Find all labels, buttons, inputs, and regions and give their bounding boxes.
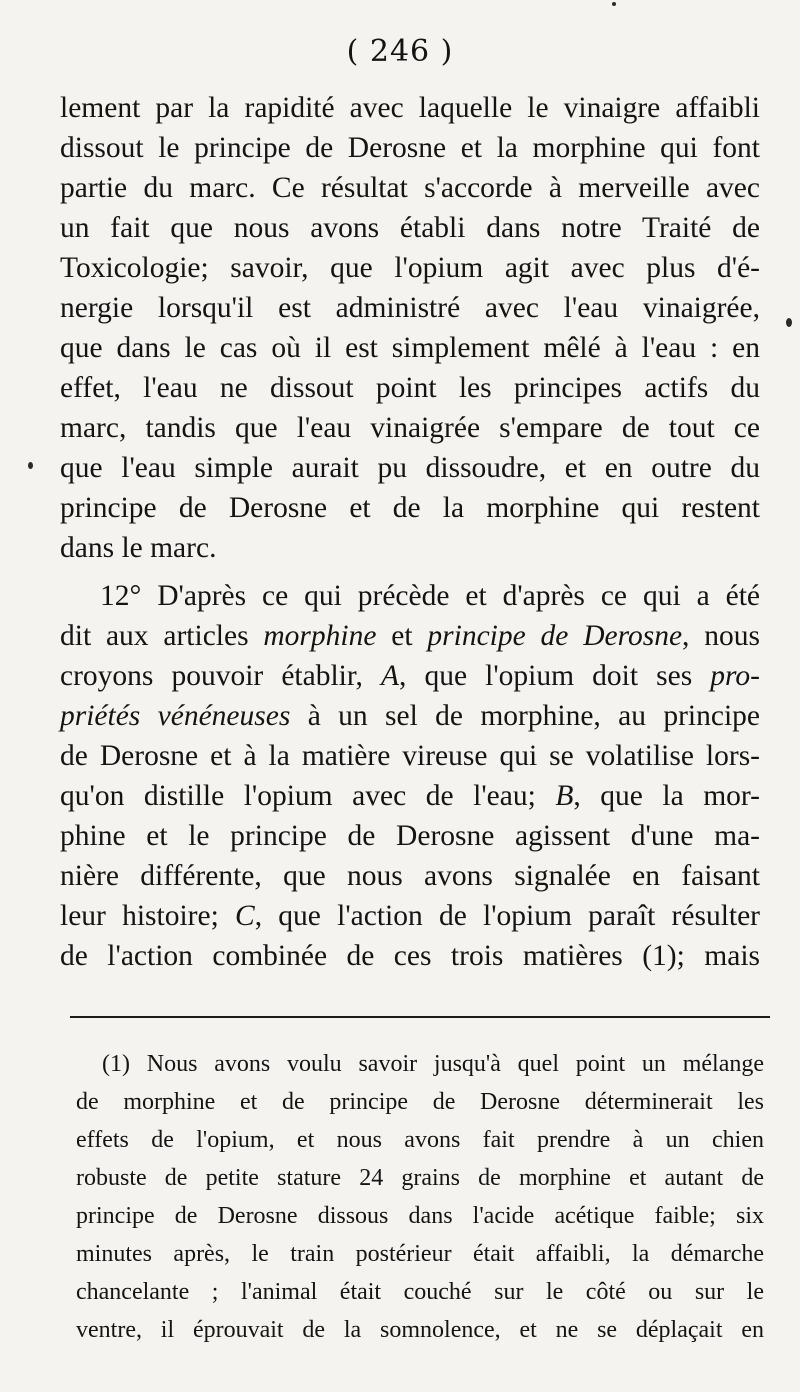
text-line: de l'action combinée de ces trois matières (1); mais xyxy=(60,940,760,972)
italic-term: B xyxy=(555,780,574,812)
footnote-line: chancelante ; l'animal était couché sur le côté ou sur le xyxy=(76,1279,764,1305)
text-line: effet, l'eau ne dissout point les principes actifs du xyxy=(60,372,760,404)
footnote-line: robuste de petite stature 24 grains de morphine et autant de xyxy=(76,1165,764,1191)
italic-term: priétés vénéneuses xyxy=(60,700,291,732)
text-line xyxy=(60,776,760,816)
text-run: , que la mor- xyxy=(573,780,760,812)
text-line: phine et le principe de Derosne agissent d'une ma- xyxy=(60,820,760,852)
footnote-line: effets de l'opium, et nous avons fait prendre à un chien xyxy=(76,1127,764,1153)
italic-term: principe de Derosne xyxy=(427,620,683,652)
text-run: et xyxy=(376,620,428,652)
text-line: que dans le cas où il est simplement mêlé à l'eau : en xyxy=(60,332,760,364)
text-line: dans le marc. xyxy=(60,532,217,564)
text-run: , que l'action de l'opium paraît résulter xyxy=(254,900,761,932)
text-line: dissout le principe de Derosne et la morphine qui font xyxy=(60,132,760,164)
footnote-line: ventre, il éprouvait de la somnolence, et ne se déplaçait en xyxy=(76,1317,764,1343)
page-number: ( 246 ) xyxy=(346,34,454,69)
text-line: lement par la rapidité avec laquelle le vinaigre affaibli xyxy=(60,92,760,124)
footnote-line: de morphine et de principe de Derosne déterminerait les xyxy=(76,1089,764,1115)
text-line: 12° D'après ce qui précède et d'après ce qui a été xyxy=(100,580,760,612)
text-line: un fait que nous avons établi dans notre Traité de xyxy=(60,212,760,244)
text-run: croyons pouvoir établir, xyxy=(60,660,381,692)
text-line xyxy=(60,696,760,736)
ink-speck xyxy=(786,318,792,327)
text-run: , que l'opium doit ses xyxy=(399,660,711,692)
text-line: partie du marc. Ce résultat s'accorde à merveille avec xyxy=(60,172,760,204)
text-line: nergie lorsqu'il est administré avec l'eau vinaigrée, xyxy=(60,292,760,324)
text-run: , nous xyxy=(682,620,760,652)
text-run: dit aux articles xyxy=(60,620,264,652)
text-line xyxy=(60,656,760,696)
text-run: qu'on distille l'opium avec de l'eau; xyxy=(60,780,556,812)
text-line: principe de Derosne et de la morphine qui restent xyxy=(60,492,760,524)
text-line: que l'eau simple aurait pu dissoudre, et en outre du xyxy=(60,452,760,484)
text-line: de Derosne et à la matière vireuse qui se volatilise lors- xyxy=(60,740,760,772)
text-line: marc, tandis que l'eau vinaigrée s'empare de tout ce xyxy=(60,412,760,444)
text-line xyxy=(60,616,760,656)
text-line xyxy=(60,896,760,936)
text-run: leur histoire; xyxy=(60,900,236,932)
text-run: à un sel de morphine, au principe xyxy=(290,700,761,732)
footnote-separator xyxy=(70,1016,770,1018)
italic-term: pro- xyxy=(710,660,760,692)
text-line: Toxicologie; savoir, que l'opium agit avec plus d'é- xyxy=(60,252,760,284)
italic-term: morphine xyxy=(263,620,377,652)
ink-speck xyxy=(28,462,33,469)
text-line: nière différente, que nous avons signalée en faisant xyxy=(60,860,760,892)
italic-term: C xyxy=(235,900,255,932)
footnote-line: minutes après, le train postérieur était affaibli, la démarche xyxy=(76,1241,764,1267)
footnote-line: (1) Nous avons voulu savoir jusqu'à quel point un mélange xyxy=(102,1051,764,1077)
footnote-line: principe de Derosne dissous dans l'acide acétique faible; six xyxy=(76,1203,764,1229)
ink-speck xyxy=(612,2,616,6)
italic-term: A xyxy=(380,660,400,692)
